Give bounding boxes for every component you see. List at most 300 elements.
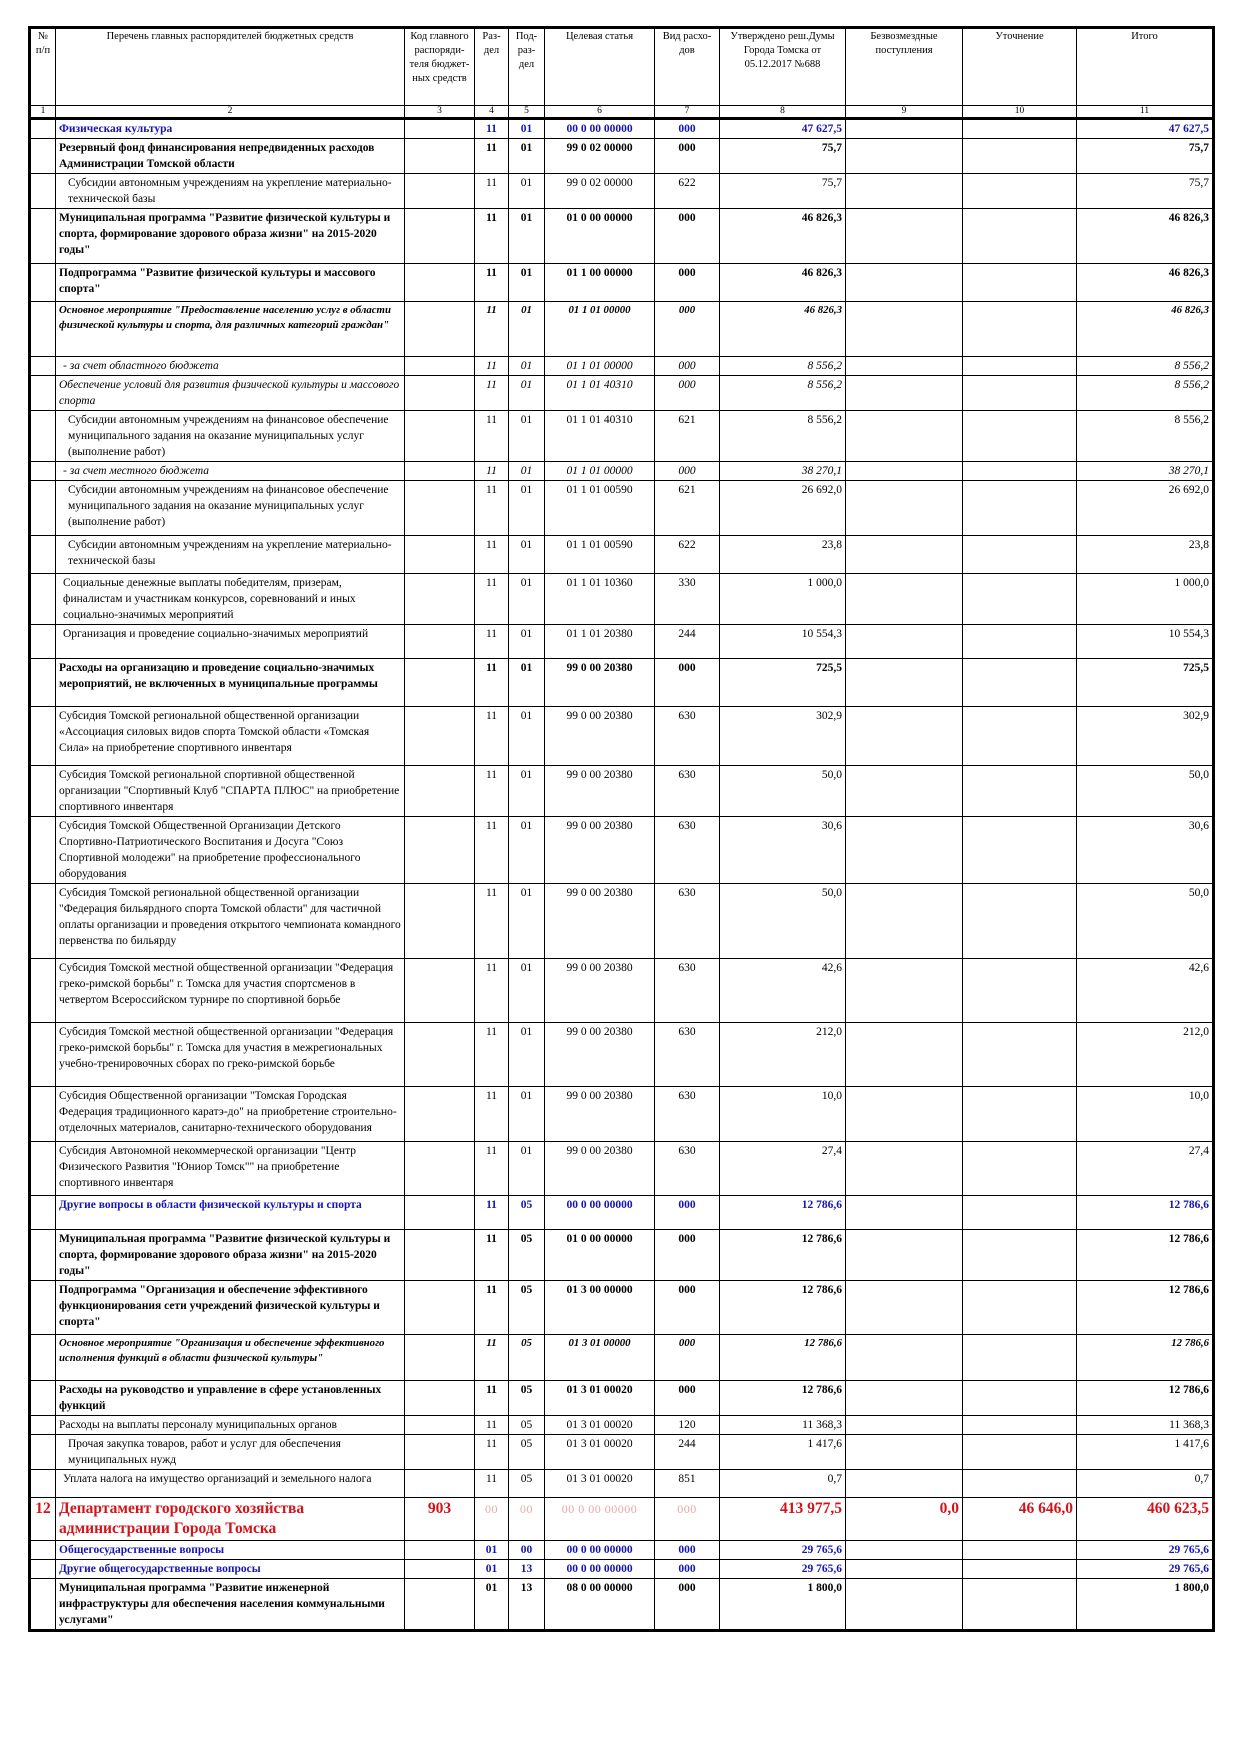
- row-number: [30, 174, 56, 209]
- row-razdel: 11: [475, 1435, 509, 1470]
- row-razdel: 11: [475, 376, 509, 411]
- row-podrazdel: 01: [509, 302, 545, 357]
- header-approved: Утверждено реш.Думы Города Томска от 05.12.2017 №688: [720, 28, 846, 106]
- row-approved: 12 786,6: [720, 1281, 846, 1335]
- row-vr: 000: [655, 1335, 720, 1381]
- row-vr: 000: [655, 1541, 720, 1560]
- table-row: [30, 376, 1214, 411]
- row-vr: 000: [655, 357, 720, 376]
- row-vr: 000: [655, 1381, 720, 1416]
- column-number: 11: [1077, 106, 1214, 119]
- row-code: [405, 536, 475, 574]
- row-name: Муниципальная программа "Развитие физической культуры и спорта, формирование здорового образа жизни" на 2015-2020 годы": [56, 209, 405, 264]
- row-gratis: [846, 659, 963, 707]
- row-code: [405, 174, 475, 209]
- row-number: [30, 817, 56, 884]
- row-gratis: [846, 139, 963, 174]
- row-approved: 12 786,6: [720, 1381, 846, 1416]
- row-name: Резервный фонд финансирования непредвиденных расходов Администрации Томской области: [56, 139, 405, 174]
- column-number: 9: [846, 106, 963, 119]
- row-gratis: [846, 1196, 963, 1230]
- table-row: [30, 1416, 1214, 1435]
- column-number: 3: [405, 106, 475, 119]
- row-razdel: 11: [475, 209, 509, 264]
- column-number: 1: [30, 106, 56, 119]
- row-name: Основное мероприятие "Предоставление населению услуг в области физической культуры и спорта, для различных категорий граждан": [56, 302, 405, 357]
- row-gratis: 0,0: [846, 1498, 963, 1541]
- row-name: Субсидия Томской региональной спортивной общественной организации "Спортивный Клуб "СПАРТА ПЛЮС" на приобретение спортивного инвентаря: [56, 766, 405, 817]
- column-number: 10: [963, 106, 1077, 119]
- row-gratis: [846, 1335, 963, 1381]
- row-csr: 01 1 01 20380: [545, 625, 655, 659]
- row-razdel: 11: [475, 625, 509, 659]
- row-approved: 29 765,6: [720, 1541, 846, 1560]
- row-code: [405, 1579, 475, 1631]
- row-approved: 75,7: [720, 139, 846, 174]
- row-number: [30, 1281, 56, 1335]
- column-number: 7: [655, 106, 720, 119]
- table-row: [30, 1560, 1214, 1579]
- row-number: [30, 1023, 56, 1087]
- row-csr: 99 0 00 20380: [545, 1142, 655, 1196]
- row-approved: 12 786,6: [720, 1230, 846, 1281]
- row-razdel: 01: [475, 1541, 509, 1560]
- row-csr: 99 0 00 20380: [545, 659, 655, 707]
- row-code: [405, 139, 475, 174]
- row-number: [30, 1087, 56, 1142]
- row-code: [405, 264, 475, 302]
- row-podrazdel: 05: [509, 1230, 545, 1281]
- row-code: [405, 1142, 475, 1196]
- row-refinement: [963, 411, 1077, 462]
- row-podrazdel: 05: [509, 1281, 545, 1335]
- row-total: 12 786,6: [1077, 1196, 1214, 1230]
- row-number: [30, 1335, 56, 1381]
- row-code: [405, 574, 475, 625]
- header-refinement: Уточнение: [963, 28, 1077, 106]
- row-approved: 23,8: [720, 536, 846, 574]
- row-razdel: 11: [475, 1230, 509, 1281]
- row-vr: 000: [655, 1281, 720, 1335]
- row-number: [30, 119, 56, 139]
- row-podrazdel: 00: [509, 1541, 545, 1560]
- row-code: [405, 302, 475, 357]
- table-row: [30, 536, 1214, 574]
- row-total: 42,6: [1077, 959, 1214, 1023]
- row-vr: 630: [655, 817, 720, 884]
- row-podrazdel: 01: [509, 1087, 545, 1142]
- row-name: Муниципальная программа "Развитие физической культуры и спорта, формирование здорового образа жизни" на 2015-2020 годы": [56, 1230, 405, 1281]
- row-refinement: [963, 817, 1077, 884]
- table-row: [30, 1470, 1214, 1498]
- row-podrazdel: 01: [509, 481, 545, 536]
- row-total: 12 786,6: [1077, 1230, 1214, 1281]
- row-code: [405, 1196, 475, 1230]
- row-approved: 42,6: [720, 959, 846, 1023]
- row-vr: 244: [655, 1435, 720, 1470]
- table-row: [30, 139, 1214, 174]
- row-refinement: [963, 209, 1077, 264]
- budget-rows: [30, 119, 1214, 1631]
- row-total: 8 556,2: [1077, 411, 1214, 462]
- row-name: Социальные денежные выплаты победителям, призерам, финалистам и участникам конкурсов, соревнований и иных социально-значимых мероприятий: [56, 574, 405, 625]
- row-name: Организация и проведение социально-значимых мероприятий: [56, 625, 405, 659]
- row-number: [30, 707, 56, 766]
- row-gratis: [846, 411, 963, 462]
- row-gratis: [846, 357, 963, 376]
- row-csr: 01 1 01 00590: [545, 536, 655, 574]
- row-total: 8 556,2: [1077, 376, 1214, 411]
- row-razdel: 11: [475, 574, 509, 625]
- row-gratis: [846, 959, 963, 1023]
- row-razdel: 11: [475, 357, 509, 376]
- row-gratis: [846, 574, 963, 625]
- table-row: [30, 209, 1214, 264]
- row-name: Субсидия Томской местной общественной организации "Федерация греко-римской борьбы" г. Томска для участия в межрегиональных учебно-тренировочных сборах по греко-римской борьбе: [56, 1023, 405, 1087]
- row-vr: 000: [655, 1560, 720, 1579]
- row-total: 38 270,1: [1077, 462, 1214, 481]
- row-refinement: [963, 1335, 1077, 1381]
- row-gratis: [846, 1281, 963, 1335]
- row-gratis: [846, 1381, 963, 1416]
- row-total: 46 826,3: [1077, 264, 1214, 302]
- row-code: [405, 1560, 475, 1579]
- row-podrazdel: 05: [509, 1335, 545, 1381]
- row-refinement: [963, 376, 1077, 411]
- row-total: 75,7: [1077, 174, 1214, 209]
- row-total: 1 800,0: [1077, 1579, 1214, 1631]
- row-code: [405, 817, 475, 884]
- row-refinement: [963, 119, 1077, 139]
- row-razdel: 00: [475, 1498, 509, 1541]
- row-name: Расходы на руководство и управление в сфере установленных функций: [56, 1381, 405, 1416]
- table-row: [30, 119, 1214, 139]
- row-razdel: 11: [475, 1023, 509, 1087]
- row-name: Физическая культура: [56, 119, 405, 139]
- row-name: Общегосударственные вопросы: [56, 1541, 405, 1560]
- row-refinement: [963, 1435, 1077, 1470]
- row-approved: 29 765,6: [720, 1560, 846, 1579]
- row-code: [405, 707, 475, 766]
- row-gratis: [846, 1579, 963, 1631]
- row-vr: 000: [655, 264, 720, 302]
- row-code: [405, 884, 475, 959]
- row-code: [405, 209, 475, 264]
- row-number: [30, 376, 56, 411]
- row-total: 29 765,6: [1077, 1541, 1214, 1560]
- row-approved: 46 826,3: [720, 264, 846, 302]
- table-row: [30, 481, 1214, 536]
- row-total: 26 692,0: [1077, 481, 1214, 536]
- row-razdel: 11: [475, 174, 509, 209]
- row-approved: 0,7: [720, 1470, 846, 1498]
- row-number: [30, 536, 56, 574]
- row-podrazdel: 01: [509, 411, 545, 462]
- table-row: [30, 625, 1214, 659]
- row-refinement: [963, 959, 1077, 1023]
- row-approved: 27,4: [720, 1142, 846, 1196]
- row-name: Департамент городского хозяйства администрации Города Томска: [56, 1498, 405, 1541]
- row-number: [30, 1560, 56, 1579]
- row-approved: 46 826,3: [720, 209, 846, 264]
- row-number: [30, 1196, 56, 1230]
- row-code: [405, 1087, 475, 1142]
- row-number: 12: [30, 1498, 56, 1541]
- row-refinement: [963, 1541, 1077, 1560]
- row-number: [30, 659, 56, 707]
- row-refinement: [963, 481, 1077, 536]
- row-csr: 01 3 01 00020: [545, 1416, 655, 1435]
- row-podrazdel: 01: [509, 959, 545, 1023]
- row-podrazdel: 01: [509, 209, 545, 264]
- row-refinement: [963, 625, 1077, 659]
- row-number: [30, 411, 56, 462]
- row-gratis: [846, 1023, 963, 1087]
- row-razdel: 11: [475, 264, 509, 302]
- row-podrazdel: 01: [509, 139, 545, 174]
- budget-table: [28, 26, 1215, 1632]
- row-number: [30, 481, 56, 536]
- row-gratis: [846, 264, 963, 302]
- row-vr: 000: [655, 302, 720, 357]
- table-row: [30, 959, 1214, 1023]
- row-approved: 212,0: [720, 1023, 846, 1087]
- row-podrazdel: 01: [509, 884, 545, 959]
- row-code: [405, 1335, 475, 1381]
- row-podrazdel: 01: [509, 462, 545, 481]
- row-number: [30, 1435, 56, 1470]
- row-approved: 1 417,6: [720, 1435, 846, 1470]
- row-gratis: [846, 707, 963, 766]
- row-refinement: [963, 1230, 1077, 1281]
- row-number: [30, 884, 56, 959]
- row-gratis: [846, 119, 963, 139]
- row-name: Муниципальная программа "Развитие инженерной инфраструктуры для обеспечения населения коммунальными услугами": [56, 1579, 405, 1631]
- row-vr: 000: [655, 376, 720, 411]
- header-num: № п/п: [30, 28, 56, 106]
- row-total: 0,7: [1077, 1470, 1214, 1498]
- row-razdel: 11: [475, 139, 509, 174]
- row-razdel: 11: [475, 462, 509, 481]
- row-vr: 621: [655, 481, 720, 536]
- row-total: 302,9: [1077, 707, 1214, 766]
- row-podrazdel: 01: [509, 119, 545, 139]
- row-vr: 000: [655, 462, 720, 481]
- table-row: [30, 264, 1214, 302]
- row-code: [405, 1416, 475, 1435]
- table-row: [30, 357, 1214, 376]
- row-total: 27,4: [1077, 1142, 1214, 1196]
- row-approved: 38 270,1: [720, 462, 846, 481]
- table-row: [30, 574, 1214, 625]
- row-csr: 01 3 01 00000: [545, 1335, 655, 1381]
- row-razdel: 11: [475, 766, 509, 817]
- row-number: [30, 139, 56, 174]
- row-code: [405, 1281, 475, 1335]
- row-csr: 01 1 01 00000: [545, 302, 655, 357]
- row-name: Другие вопросы в области физической культуры и спорта: [56, 1196, 405, 1230]
- row-approved: 50,0: [720, 766, 846, 817]
- row-podrazdel: 01: [509, 817, 545, 884]
- row-refinement: [963, 1416, 1077, 1435]
- row-csr: 01 3 00 00000: [545, 1281, 655, 1335]
- column-number: 4: [475, 106, 509, 119]
- row-approved: 50,0: [720, 884, 846, 959]
- row-total: 50,0: [1077, 884, 1214, 959]
- row-refinement: [963, 302, 1077, 357]
- row-name: Основное мероприятие "Организация и обеспечение эффективного исполнения функций в области физической культуры": [56, 1335, 405, 1381]
- row-name: Субсидии автономным учреждениям на укрепление материально-технической базы: [56, 536, 405, 574]
- row-refinement: [963, 1087, 1077, 1142]
- row-total: 75,7: [1077, 139, 1214, 174]
- row-razdel: 11: [475, 481, 509, 536]
- row-refinement: [963, 1560, 1077, 1579]
- table-row: [30, 817, 1214, 884]
- table-row: [30, 1335, 1214, 1381]
- row-vr: 851: [655, 1470, 720, 1498]
- row-total: 460 623,5: [1077, 1498, 1214, 1541]
- row-gratis: [846, 1230, 963, 1281]
- row-number: [30, 1230, 56, 1281]
- row-podrazdel: 01: [509, 536, 545, 574]
- row-total: 46 826,3: [1077, 209, 1214, 264]
- row-name: - за счет областного бюджета: [56, 357, 405, 376]
- row-vr: 000: [655, 119, 720, 139]
- budget-sheet: [28, 26, 1212, 1632]
- row-approved: 75,7: [720, 174, 846, 209]
- table-row: [30, 302, 1214, 357]
- header-total: Итого: [1077, 28, 1214, 106]
- row-gratis: [846, 1470, 963, 1498]
- row-csr: 99 0 02 00000: [545, 174, 655, 209]
- column-number-row: [30, 106, 1214, 119]
- row-number: [30, 766, 56, 817]
- row-csr: 99 0 00 20380: [545, 1023, 655, 1087]
- row-refinement: 46 646,0: [963, 1498, 1077, 1541]
- row-vr: 244: [655, 625, 720, 659]
- table-row: [30, 884, 1214, 959]
- row-razdel: 11: [475, 959, 509, 1023]
- row-code: [405, 1023, 475, 1087]
- row-razdel: 11: [475, 1381, 509, 1416]
- row-gratis: [846, 1087, 963, 1142]
- row-csr: 01 0 00 00000: [545, 209, 655, 264]
- row-razdel: 11: [475, 707, 509, 766]
- row-name: Субсидия Томской местной общественной организации "Федерация греко-римской борьбы" г. Томска для участия спортсменов в четвертом Всероссийском турнире по спортивной борьбе: [56, 959, 405, 1023]
- column-number: 2: [56, 106, 405, 119]
- row-approved: 12 786,6: [720, 1196, 846, 1230]
- row-code: [405, 376, 475, 411]
- row-total: 46 826,3: [1077, 302, 1214, 357]
- row-gratis: [846, 302, 963, 357]
- row-approved: 8 556,2: [720, 411, 846, 462]
- row-podrazdel: 01: [509, 357, 545, 376]
- row-razdel: 11: [475, 302, 509, 357]
- row-code: [405, 625, 475, 659]
- row-podrazdel: 05: [509, 1381, 545, 1416]
- row-total: 12 786,6: [1077, 1381, 1214, 1416]
- table-row: [30, 1435, 1214, 1470]
- row-approved: 302,9: [720, 707, 846, 766]
- row-razdel: 11: [475, 1087, 509, 1142]
- row-name: Другие общегосударственные вопросы: [56, 1560, 405, 1579]
- row-vr: 000: [655, 1230, 720, 1281]
- row-code: [405, 1381, 475, 1416]
- row-total: 10,0: [1077, 1087, 1214, 1142]
- header-row: [30, 28, 1214, 106]
- row-vr: 630: [655, 959, 720, 1023]
- row-csr: 00 0 00 00000: [545, 1196, 655, 1230]
- row-podrazdel: 01: [509, 1023, 545, 1087]
- row-name: Обеспечение условий для развития физической культуры и массового спорта: [56, 376, 405, 411]
- row-number: [30, 1381, 56, 1416]
- row-podrazdel: 01: [509, 574, 545, 625]
- row-gratis: [846, 209, 963, 264]
- row-vr: 120: [655, 1416, 720, 1435]
- column-number: 8: [720, 106, 846, 119]
- row-name: Субсидии автономным учреждениям на финансовое обеспечение муниципального задания на оказание муниципальных услуг (выполнение работ): [56, 411, 405, 462]
- row-podrazdel: 01: [509, 659, 545, 707]
- row-total: 1 417,6: [1077, 1435, 1214, 1470]
- row-approved: 413 977,5: [720, 1498, 846, 1541]
- row-code: [405, 357, 475, 376]
- row-number: [30, 462, 56, 481]
- table-row: [30, 659, 1214, 707]
- row-name: Уплата налога на имущество организаций и земельного налога: [56, 1470, 405, 1498]
- table-row: [30, 1142, 1214, 1196]
- row-razdel: 01: [475, 1579, 509, 1631]
- row-refinement: [963, 1381, 1077, 1416]
- row-total: 10 554,3: [1077, 625, 1214, 659]
- row-razdel: 01: [475, 1560, 509, 1579]
- row-razdel: 11: [475, 659, 509, 707]
- row-total: 29 765,6: [1077, 1560, 1214, 1579]
- row-refinement: [963, 574, 1077, 625]
- row-total: 725,5: [1077, 659, 1214, 707]
- row-refinement: [963, 536, 1077, 574]
- row-csr: 01 1 01 00590: [545, 481, 655, 536]
- row-number: [30, 1541, 56, 1560]
- row-name: Субсидии автономным учреждениям на финансовое обеспечение муниципального задания на оказание муниципальных услуг (выполнение работ): [56, 481, 405, 536]
- row-vr: 000: [655, 1498, 720, 1541]
- row-name: Субсидия Томской региональной общественной организации «Ассоциация силовых видов спорта Томской области «Томская Сила» на приобретение спортивного инвентаря: [56, 707, 405, 766]
- row-number: [30, 264, 56, 302]
- row-code: [405, 659, 475, 707]
- header-vr: Вид расхо-дов: [655, 28, 720, 106]
- row-podrazdel: 13: [509, 1560, 545, 1579]
- row-total: 50,0: [1077, 766, 1214, 817]
- row-podrazdel: 01: [509, 376, 545, 411]
- row-razdel: 11: [475, 536, 509, 574]
- row-vr: 630: [655, 766, 720, 817]
- row-number: [30, 574, 56, 625]
- row-approved: 10 554,3: [720, 625, 846, 659]
- table-row: [30, 707, 1214, 766]
- row-number: [30, 1579, 56, 1631]
- table-row: [30, 1381, 1214, 1416]
- table-row: [30, 1196, 1214, 1230]
- row-csr: 01 1 01 00000: [545, 357, 655, 376]
- row-vr: 630: [655, 1087, 720, 1142]
- row-razdel: 11: [475, 817, 509, 884]
- row-podrazdel: 01: [509, 766, 545, 817]
- row-refinement: [963, 1196, 1077, 1230]
- row-code: [405, 959, 475, 1023]
- row-gratis: [846, 766, 963, 817]
- row-gratis: [846, 817, 963, 884]
- row-name: Подпрограмма "Развитие физической культуры и массового спорта": [56, 264, 405, 302]
- row-code: [405, 1435, 475, 1470]
